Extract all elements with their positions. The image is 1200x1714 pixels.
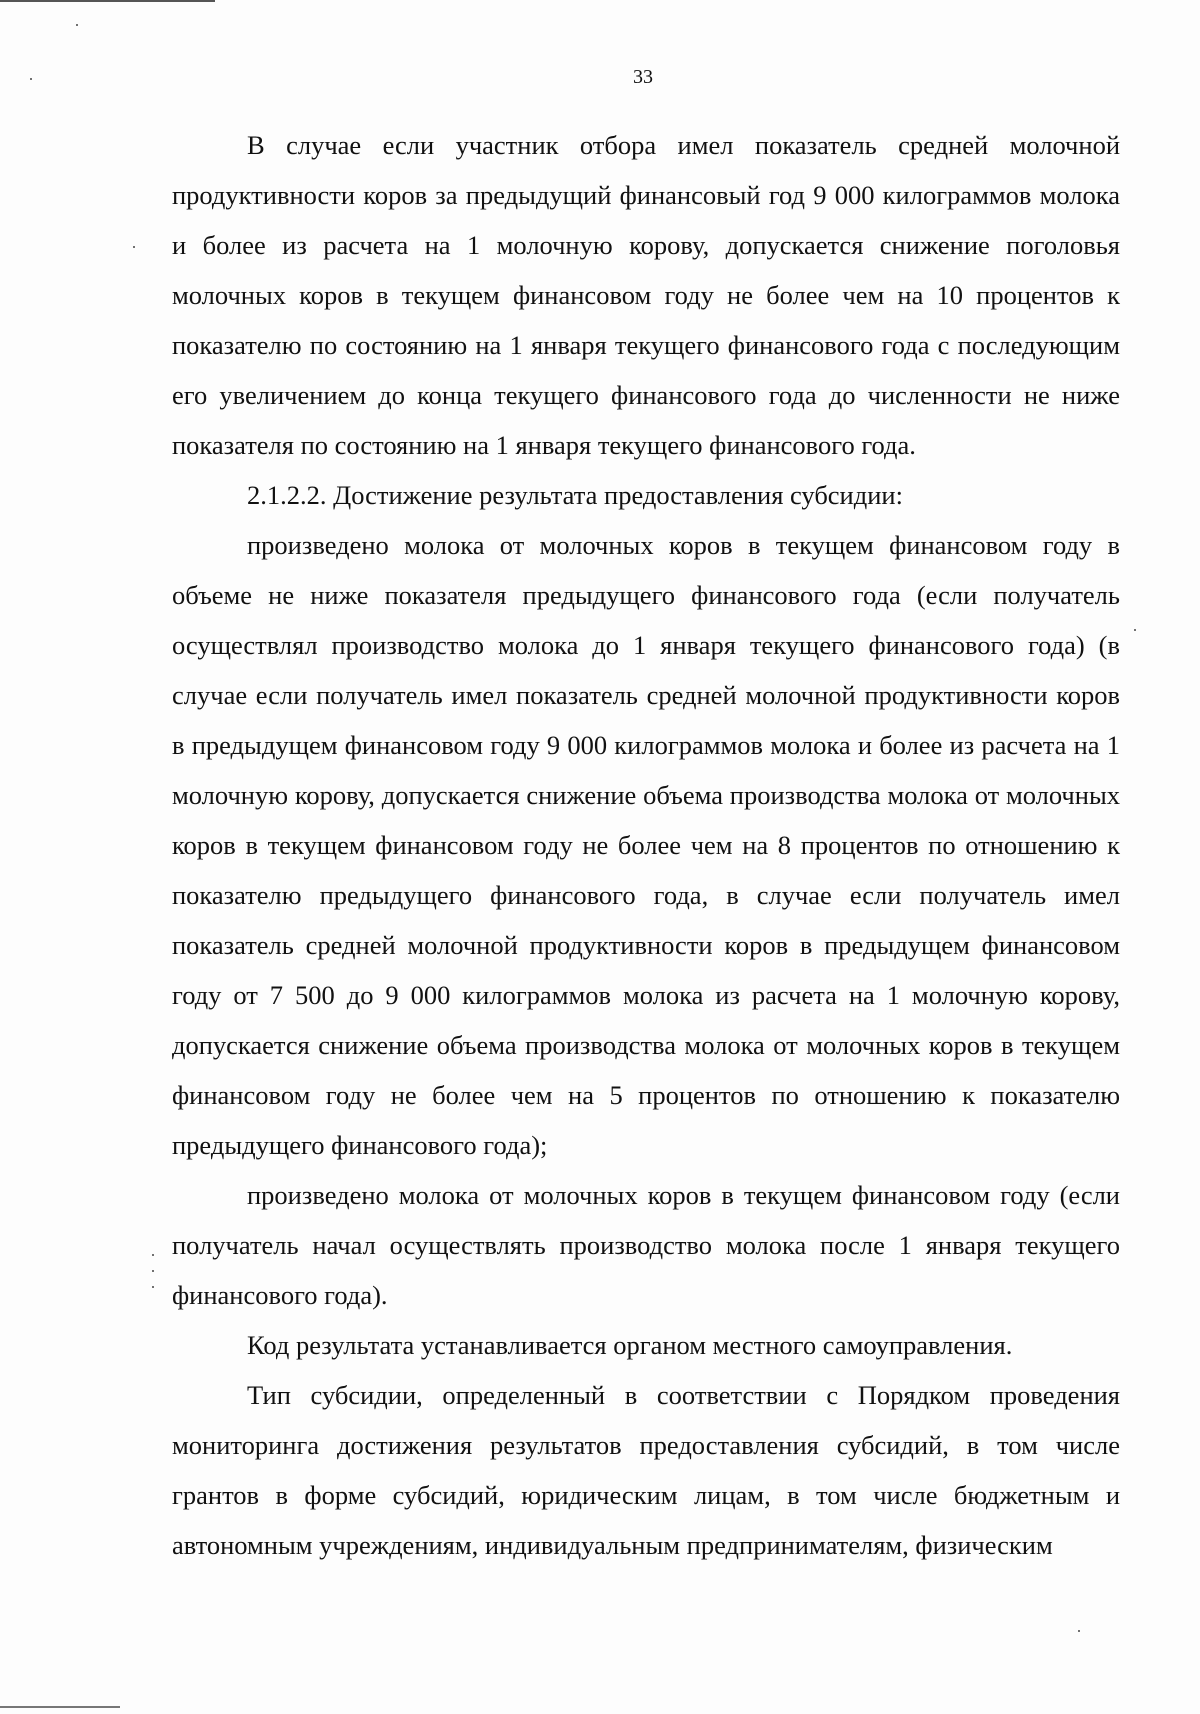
page-number: 33 bbox=[633, 66, 653, 88]
scan-speck bbox=[152, 1254, 154, 1256]
scan-speck bbox=[1134, 629, 1136, 631]
scan-speck bbox=[76, 24, 78, 26]
scan-edge-line bbox=[0, 1706, 120, 1708]
scan-edge-line bbox=[0, 0, 215, 2]
paragraph-new-producer: произведено молока от молочных коров в текущем финансовом году (если получатель начал осуществлять производство молока после 1 января текущего финансового года). bbox=[172, 1180, 1120, 1310]
paragraph-subsidy-type: Тип субсидии, определенный в соответствии с Порядком проведения мониторинга достижения результатов предоставления субсидий, в том числе грантов в форме субсидий, юридическим лицам, в том числе бюджетным и автономным учреждениям, индивидуальным предпринимателям, физическим bbox=[172, 1380, 1120, 1560]
paragraph-herd-reduction: В случае если участник отбора имел показатель средней молочной продуктивности коров за предыдущий финансовый год 9 000 килограммов молока и более из расчета на 1 молочную корову, допускается снижение поголовья молочных коров в текущем финансовом году не более чем на 10 процентов к показателю по состоянию на 1 января текущего финансового года с последующим его увеличением до конца текущего финансового года до численности не ниже показателя по состоянию на 1 января текущего финансового года. bbox=[172, 130, 1120, 460]
scan-speck bbox=[152, 1270, 154, 1272]
scan-speck bbox=[1078, 1630, 1080, 1632]
document-body bbox=[172, 120, 1120, 1570]
scan-speck bbox=[133, 246, 135, 248]
paragraph-section-heading: 2.1.2.2. Достижение результата предоставления субсидии: bbox=[247, 480, 903, 510]
paragraph-milk-volume: произведено молока от молочных коров в текущем финансовом году в объеме не ниже показателя предыдущего финансового года (если получатель осуществлял производство молока до 1 января текущего финансового года) (в случае если получатель имел показатель средней молочной продуктивности коров в предыдущем финансовом году 9 000 килограммов молока и более из расчета на 1 молочную корову, допускается снижение объема производства молока от молочных коров в текущем финансовом году не более чем на 8 процентов по отношению к показателю предыдущего финансового года, в случае если получатель имел показатель средней молочной продуктивности коров в предыдущем финансовом году от 7 500 до 9 000 килограммов молока из расчета на 1 молочную корову, допускается снижение объема производства молока от молочных коров в текущем финансовом году не более чем на 5 процентов по отношению к показателю предыдущего финансового года); bbox=[172, 530, 1120, 1160]
paragraph-result-code: Код результата устанавливается органом местного самоуправления. bbox=[247, 1330, 1013, 1360]
scan-speck bbox=[152, 1286, 154, 1288]
scan-speck bbox=[30, 78, 32, 80]
